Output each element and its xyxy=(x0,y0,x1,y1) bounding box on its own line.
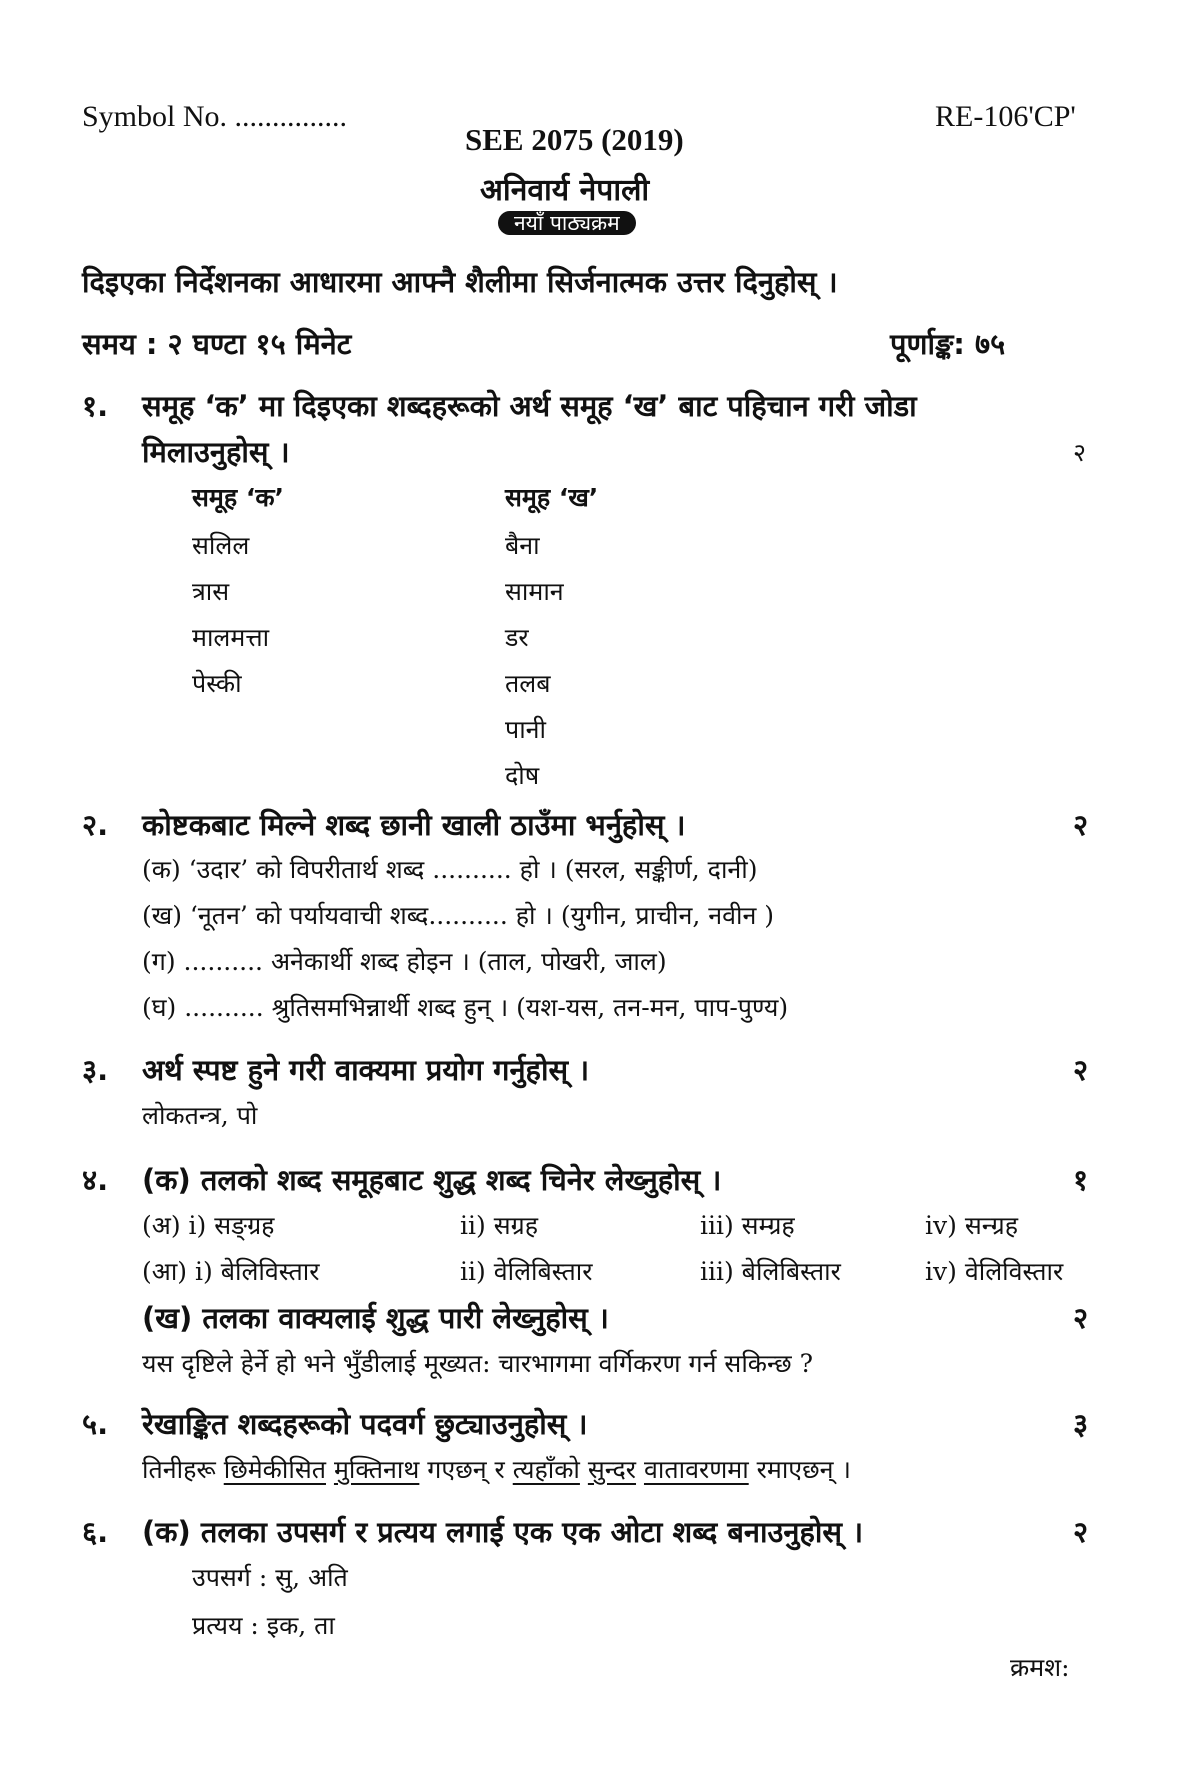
q4b-sentence: यस दृष्टिले हेर्ने हो भने भुँडीलाई मूख्यत: चारभागमा वर्गिकरण गर्न सकिन्छ ? xyxy=(142,1349,814,1378)
q5-text-segment: रमाएछन् । xyxy=(748,1455,851,1484)
group-a-item: पेस्की xyxy=(192,669,242,698)
q3-text: अर्थ स्पष्ट हुने गरी वाक्यमा प्रयोग गर्नुहोस् । xyxy=(142,1053,590,1087)
q4-option: iv) सन्ग्रह xyxy=(925,1211,1019,1240)
group-b-item: बैना xyxy=(505,531,540,560)
q4-option: ii) सग्रह xyxy=(460,1211,538,1240)
q2-text: कोष्टकबाट मिल्ने शब्द छानी खाली ठाउँमा भर्नुहोस् । xyxy=(142,808,686,842)
paper-code: RE-106'CP' xyxy=(935,100,1076,133)
group-a-item: त्रास xyxy=(192,577,230,606)
q4-option: iv) वेलिविस्तार xyxy=(925,1257,1064,1286)
q2-item: (ग) .......... अनेकार्थी शब्द होइन । (ताल, पोखरी, जाल) xyxy=(142,947,667,976)
q5-text-segment: गएछन् र xyxy=(419,1455,513,1484)
q6-prefix: उपसर्ग : सु, अति xyxy=(192,1563,348,1592)
exam-title: SEE 2075 (2019) xyxy=(465,122,684,157)
q3-marks: २ xyxy=(1073,1053,1089,1087)
q2-item: (घ) .......... श्रुतिसमभिन्नार्थी शब्द हुन् । (यश-यस, तन-मन, पाप-पुण्य) xyxy=(142,993,789,1022)
q4-number: ४. xyxy=(82,1163,109,1197)
q4-option: iii) सम्ग्रह xyxy=(700,1211,795,1240)
curriculum-badge xyxy=(498,208,636,238)
exam-time: समय : २ घण्टा १५ मिनेट xyxy=(82,327,352,361)
continued-label: क्रमश: xyxy=(1010,1653,1070,1682)
symbol-number: Symbol No. ............... xyxy=(82,100,348,133)
q6-suffix: प्रत्यय : इक, ता xyxy=(192,1611,335,1640)
q5-sentence xyxy=(142,1452,851,1486)
q4-option: (आ) i) बेलिविस्तार xyxy=(142,1257,320,1286)
q4a-text: (क) तलको शब्द समूहबाट शुद्ध शब्द चिनेर लेख्नुहोस् । xyxy=(142,1163,722,1197)
q2-marks: २ xyxy=(1073,808,1089,842)
q6-marks: २ xyxy=(1073,1515,1089,1549)
q1-marks: २ xyxy=(1073,438,1087,467)
q4a-marks: १ xyxy=(1073,1163,1089,1197)
q1-text-line2: मिलाउनुहोस् । xyxy=(142,435,290,469)
group-a-item: मालमत्ता xyxy=(192,623,270,652)
q4-option: (अ) i) सङ्ग्रह xyxy=(142,1211,275,1240)
q4-option: ii) वेलिबिस्तार xyxy=(460,1257,593,1286)
group-b-item: तलब xyxy=(505,669,551,698)
q6-number: ६. xyxy=(82,1515,109,1549)
q2-item: (क) ‘उदार’ को विपरीतार्थ शब्द .......... हो । (सरल, सङ्कीर्ण, दानी) xyxy=(142,855,758,884)
general-instruction: दिइएका निर्देशनका आधारमा आफ्नै शैलीमा सिर्जनात्मक उत्तर दिनुहोस् । xyxy=(82,265,838,299)
q5-marks: ३ xyxy=(1073,1407,1089,1441)
q2-item: (ख) ‘नूतन’ को पर्यायवाची शब्द.......... हो । (युगीन, प्राचीन, नवीन ) xyxy=(142,901,775,930)
q5-underlined-word: सुन्दर xyxy=(587,1455,637,1484)
q5-text-segment xyxy=(326,1455,334,1484)
q5-text-segment: तिनीहरू xyxy=(142,1455,224,1484)
q1-text-line1: समूह ‘क’ मा दिइएका शब्दहरूको अर्थ समूह ‘ख’ बाट पहिचान गरी जोडा xyxy=(142,389,917,423)
q5-text-segment xyxy=(580,1455,588,1484)
curriculum-badge-label: नयाँ पाठ्यक्रम xyxy=(498,211,636,235)
full-marks: पूर्णाङ्क: ७५ xyxy=(890,327,1006,361)
q1-number: १. xyxy=(82,389,109,423)
q5-text-segment xyxy=(636,1455,644,1484)
subject-title: अनिवार्य नेपाली xyxy=(480,173,650,208)
q3-number: ३. xyxy=(82,1053,109,1087)
group-b-item: डर xyxy=(505,623,529,652)
q5-text: रेखाङ्कित शब्दहरूको पदवर्ग छुट्याउनुहोस् । xyxy=(142,1407,588,1441)
q5-underlined-word: छिमेकीसित xyxy=(223,1455,326,1484)
group-a-item: सलिल xyxy=(192,531,250,560)
q2-number: २. xyxy=(82,808,109,842)
q5-number: ५. xyxy=(82,1407,109,1441)
q5-underlined-word: मुक्तिनाथ xyxy=(333,1455,420,1484)
q5-underlined-word: त्यहाँको xyxy=(512,1455,580,1484)
q4-option: iii) बेलिबिस्तार xyxy=(700,1257,841,1286)
q4b-text: (ख) तलका वाक्यलाई शुद्ध पारी लेख्नुहोस् । xyxy=(142,1301,609,1335)
group-a-heading: समूह ‘क’ xyxy=(192,483,285,512)
group-b-item: पानी xyxy=(505,715,547,744)
group-b-item: सामान xyxy=(505,577,564,606)
q3-words: लोकतन्त्र, पो xyxy=(142,1101,258,1130)
group-b-heading: समूह ‘ख’ xyxy=(505,483,599,512)
q4b-marks: २ xyxy=(1073,1301,1089,1335)
q6-text: (क) तलका उपसर्ग र प्रत्यय लगाई एक एक ओटा शब्द बनाउनुहोस् । xyxy=(142,1515,864,1549)
group-b-item: दोष xyxy=(505,761,540,790)
q5-underlined-word: वातावरणमा xyxy=(643,1455,749,1484)
